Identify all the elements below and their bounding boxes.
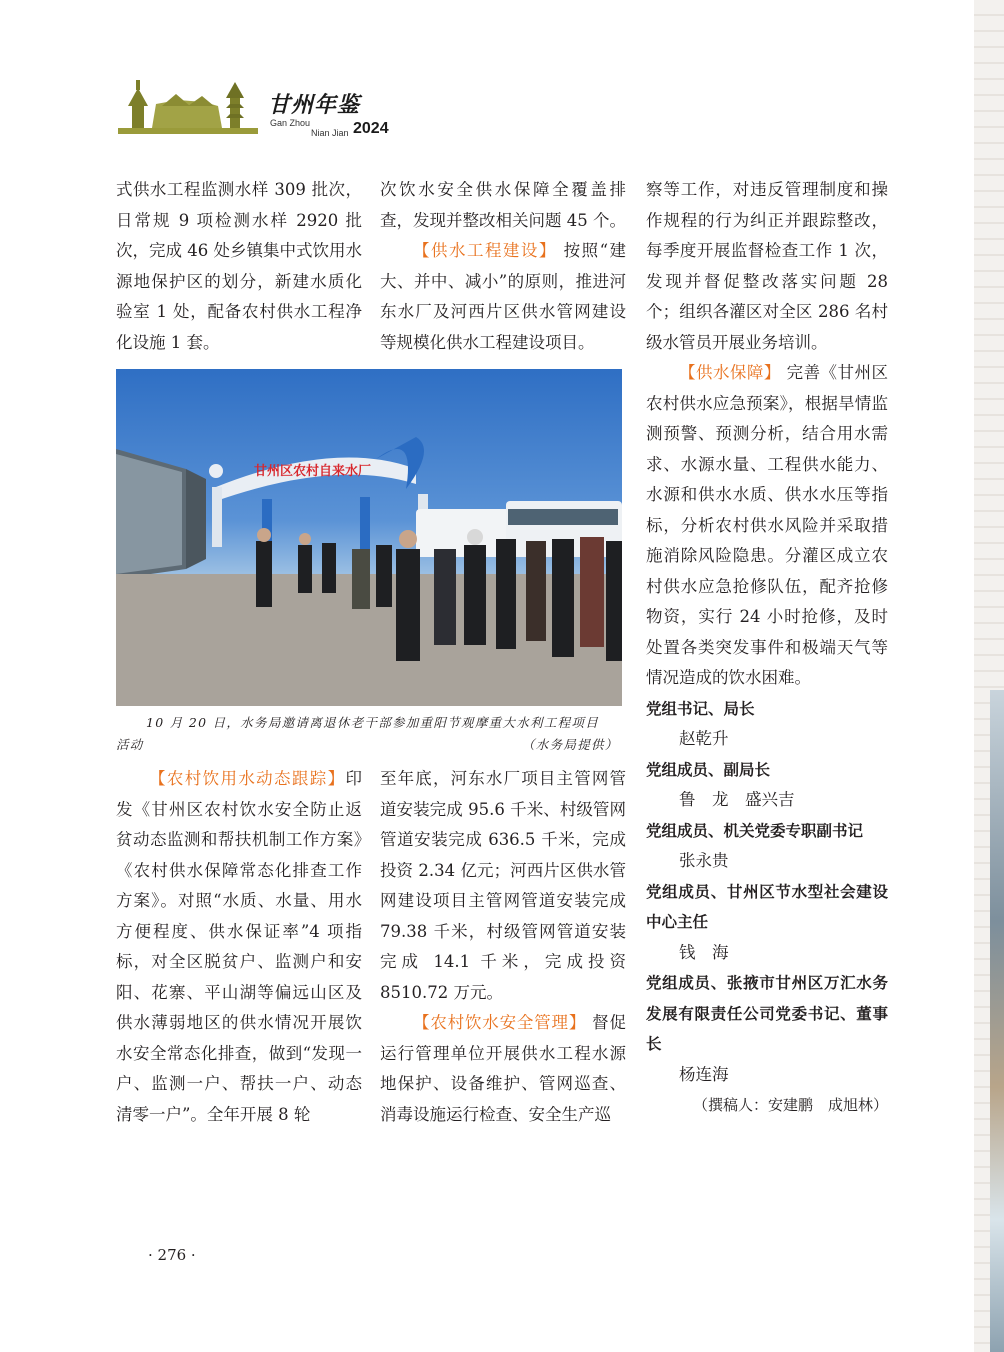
paragraph-dynamic-tracking xyxy=(116,764,362,1130)
paragraph-safety-management xyxy=(380,1008,626,1130)
column-3 xyxy=(646,175,888,1121)
paragraph: 至年底，河东水厂项目主管网管道安装完成 95.6 千米、村级管网管道安装完成 636.5 千米，完成投资 2.34 亿元；河西片区供水管网建设项目主管网管道安装完成 79.38 千米，村级管网管道安装完成 14.1 千米，完成投资 8510.72 万元。 xyxy=(380,769,626,1002)
paragraph-text: 督促运行管理单位开展供水工程水源地保护、设备维护、管网巡查、消毒设施运行检查、安全生产巡 xyxy=(380,1013,626,1124)
paragraph-text: 完善《甘州区农村供水应急预案》，根据旱情监测预警、预测分析，结合用水需求、水源水量、工程供水能力、水源和供水水质、供水水压等指标，分析农村供水风险并采取措施消除风险隐患。分灌区成立农村供水应急抢修队伍，配齐抢修物资，实行 24 小时抢修，及时处置各类突发事件和极端天气等情况造成的饮水困难。 xyxy=(646,363,888,687)
role-title: 党组成员、机关党委专职副书记 xyxy=(646,821,864,840)
section-keyword: 【供水保障】 xyxy=(679,363,781,382)
section-keyword: 【农村饮水安全管理】 xyxy=(413,1013,587,1032)
role-title: 党组书记、局长 xyxy=(646,699,755,718)
decorative-edge-photo xyxy=(990,690,1004,1352)
role-title: 党组成员、甘州区节水型社会建设中心主任 xyxy=(646,882,888,931)
yearbook-year: 2024 xyxy=(353,120,389,137)
paragraph-supply-guarantee xyxy=(646,358,888,694)
paragraph-water-supply-construction xyxy=(380,236,626,358)
photo-caption-line2: 活动 xyxy=(116,737,144,752)
role-title: 党组成员、副局长 xyxy=(646,760,771,779)
yearbook-title: 甘州年鉴 xyxy=(268,92,361,118)
yearbook-en-line2: Nian Jian xyxy=(311,128,349,138)
section-keyword: 【供水工程建设】 xyxy=(413,241,557,260)
water-plant-visit-photo xyxy=(116,369,622,706)
paragraph-text: 按照“建大、并中、减小”的原则，推进河东水厂及河西片区供水管网建设等规模化供水工程建设项目。 xyxy=(380,241,626,352)
column-2-bottom xyxy=(380,764,626,1130)
pagoda-logo-icon xyxy=(118,76,258,140)
role-names: 张永贵 xyxy=(679,851,729,870)
paragraph: 察等工作，对违反管理制度和操作规程的行为纠正并跟踪整改，每季度开展监督检查工作 1 次，发现并督促整改落实问题 28 个；组织各灌区对全区 286 名村级水管员开展业务培训。 xyxy=(646,180,888,352)
column-2-top xyxy=(380,175,626,358)
role-title: 党组成员、张掖市甘州区万汇水务发展有限责任公司党委书记、董事长 xyxy=(646,974,888,1053)
author-credit: （撰稿人：安建鹏 成旭林） xyxy=(692,1096,888,1114)
photo-caption: 10 月 20 日，水务局邀请离退休老干部参加重阳节观摩重大水利工程项目 xyxy=(146,715,600,730)
photo-credit: （水务局提供） xyxy=(522,737,619,752)
role-names: 赵乾升 xyxy=(679,729,729,748)
column-1-bottom xyxy=(116,764,362,1130)
section-keyword: 【农村饮用水动态跟踪】 xyxy=(149,769,346,788)
paragraph-text: 印发《甘州区农村饮水安全防止返贫动态监测和帮扶机制工作方案》《农村供水保障常态化排查工作方案》。对照“水质、水量、用水方便程度、供水保证率”4 项指标，对全区脱贫户、监测户和安阳、花寨、平山湖等偏远山区及供水薄弱地区的供水情况开展饮水安全常态化排查，做到“发现一户、监测一户、帮扶一户、动态清零一户”。全年开展 8 轮 xyxy=(116,769,362,1124)
paragraph: 式供水工程监测水样 309 批次，日常规 9 项检测水样 2920 批次，完成 46 处乡镇集中式饮用水源地保护区的划分，新建水质化验室 1 处，配备农村供水工程净化设施 1 套。 xyxy=(116,180,362,352)
role-names: 钱 海 xyxy=(679,942,729,962)
news-photo xyxy=(116,369,622,706)
gate-sign-text: 甘州区农村自来水厂 xyxy=(254,464,372,479)
column-1-top xyxy=(116,175,362,358)
yearbook-header xyxy=(118,76,418,140)
paragraph: 次饮水安全供水保障全覆盖排查，发现并整改相关问题 45 个。 xyxy=(380,180,626,230)
role-names: 鲁 龙 盛兴吉 xyxy=(679,790,795,809)
yearbook-en-line1: Gan Zhou xyxy=(270,118,311,128)
role-names: 杨连海 xyxy=(679,1064,729,1084)
page-number: · 276 · xyxy=(148,1246,196,1264)
